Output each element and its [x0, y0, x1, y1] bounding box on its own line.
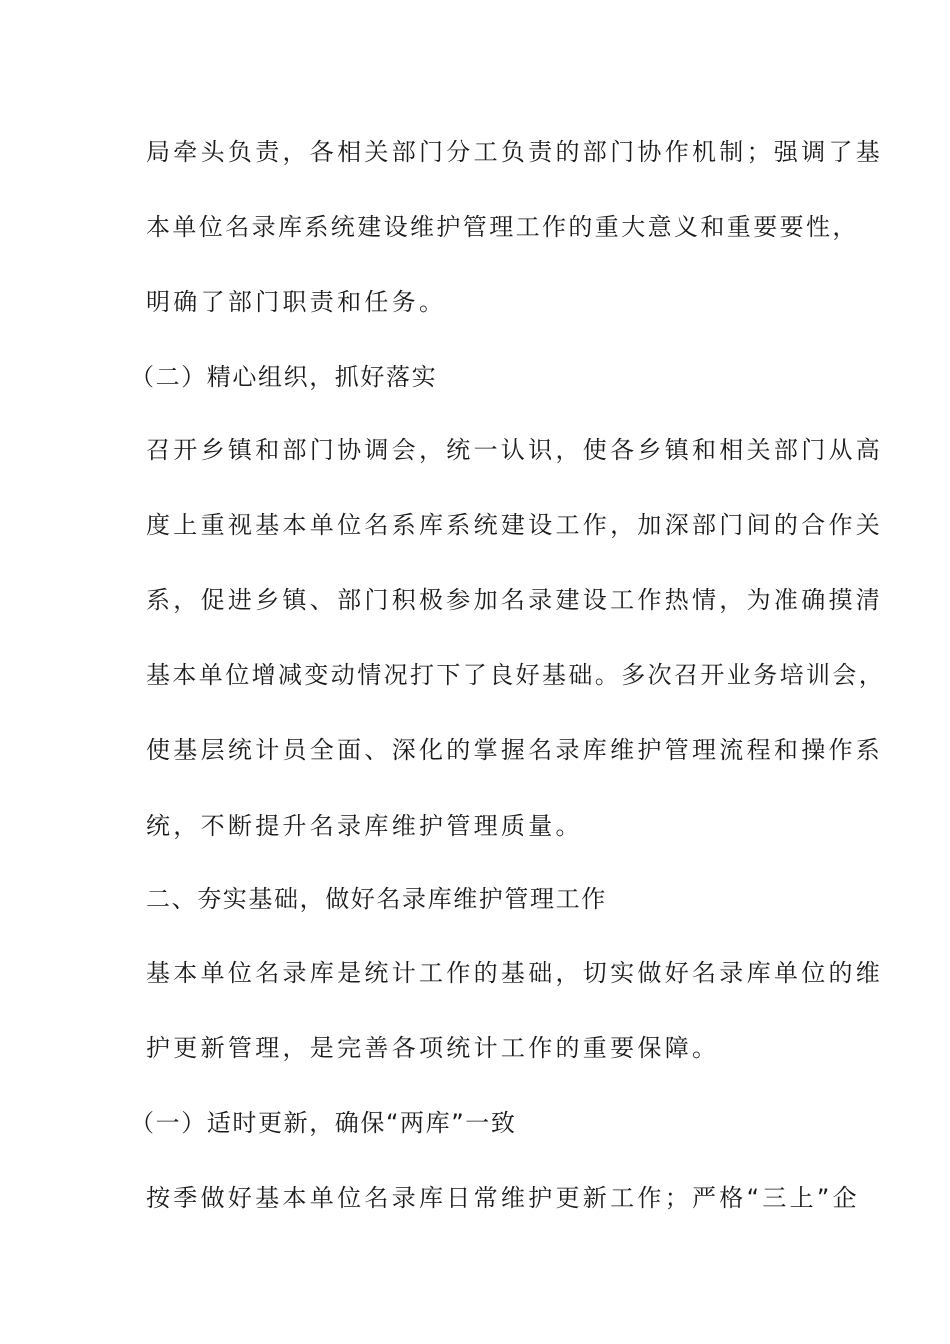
paragraph-line: 本单位名录库系统建设维护管理工作的重大意义和重要要性，: [146, 213, 859, 241]
paragraph-line: 基本单位增减变动情况打下了良好基础。多次召开业务培训会，: [146, 661, 886, 689]
paragraph-line: 护更新管理，是完善各项统计工作的重要保障。: [146, 1034, 720, 1062]
paragraph-line: 按季做好基本单位名录库日常维护更新工作；严格“三上”企: [146, 1184, 860, 1212]
section-subheading: （二）精心组织，抓好落实: [130, 363, 438, 391]
paragraph-line: 明确了部门职责和任务。: [146, 288, 447, 316]
section-subheading: （一）适时更新，确保“两库”一致: [130, 1109, 517, 1137]
paragraph-line: 使基层统计员全面、深化的掌握名录库维护管理流程和操作系: [146, 736, 884, 764]
paragraph-line: 局牵头负责，各相关部门分工负责的部门协作机制；强调了基: [146, 138, 884, 166]
paragraph-line: 度上重视基本单位名系库系统建设工作，加深部门间的合作关: [146, 511, 884, 539]
paragraph-line: 系，促进乡镇、部门积极参加名录建设工作热情，为准确摸清: [146, 586, 884, 614]
paragraph-line: 统，不断提升名录库维护管理质量。: [146, 812, 583, 840]
paragraph-line: 召开乡镇和部门协调会，统一认识，使各乡镇和相关部门从高: [146, 436, 884, 464]
paragraph-line: 基本单位名录库是统计工作的基础，切实做好名录库单位的维: [146, 959, 884, 987]
section-heading: 二、夯实基础，做好名录库维护管理工作: [146, 885, 607, 913]
